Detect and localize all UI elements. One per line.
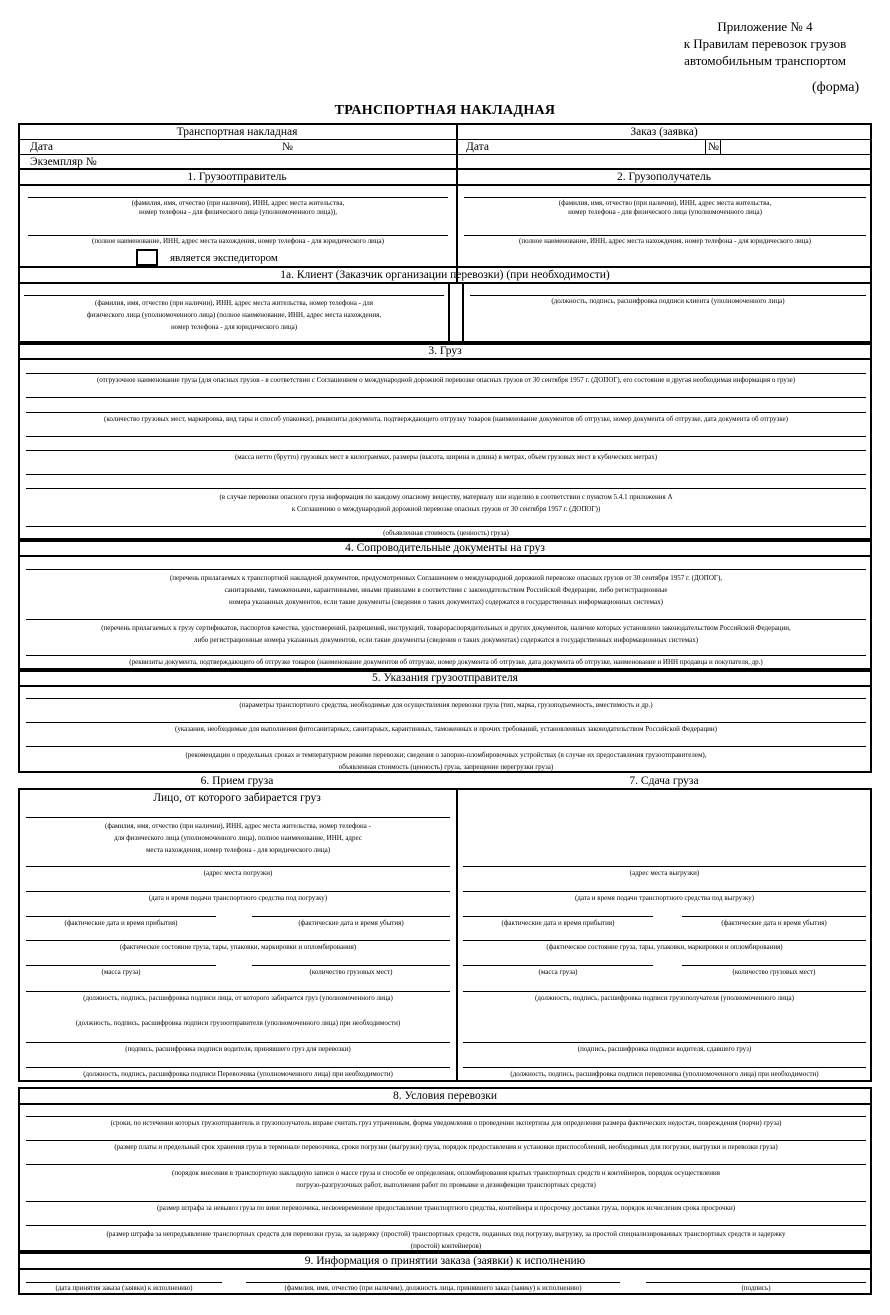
cargo-title: 3. Груз (428, 345, 462, 357)
shipper-person-caption: (фамилия, имя, отчество (при наличии), ИНН, адрес места жительства, номер телефона - для физического лица (уполномоченного лица)), (131, 199, 345, 216)
documents-certificates-caption: (перечень прилагаемых к грузу сертификатов, паспортов качества, удостоверений, разрешений, инструкций, товарораспорядительных и других документов, наличие которых установлено законодательством Российской Федерации, либо регистрационные номера указанных документов, если такие документы (сведения о таких документах) содержатся в государственных информационных системах) (101, 624, 791, 644)
delivery-time-caption: (дата и время подачи транспортного средства под выгрузку) (574, 894, 755, 902)
acceptance-address-caption: (адрес места погрузки) (203, 869, 273, 877)
conditions-fine-caption: (размер штрафа за невывоз груза по вине перевозчика, несвоевременное предоставление транспортного средства, контейнера и просрочку доставки груза, порядок исчисления срока просрочки) (156, 1204, 736, 1212)
cargo-dangerous-caption: (в случае перевозки опасного груза информация по каждому опасному веществу, материалу или изделию в соответствии с пунктом 5.4.1 приложения А к Соглашению о международной дорожной перевозке опасных грузов от 30 сентября 1957 г. (ДОПОГ)) (219, 493, 673, 513)
delivery-driver-caption: (подпись, расшифровка подписи водителя, сдавшего груз) (577, 1045, 752, 1053)
order-acceptance-date-caption: (дата принятия заказа (заявки) к исполнению) (55, 1284, 193, 1292)
cargo-name-caption: (отгрузочное наименование груза (для опасных грузов - в соответствии с Соглашением о международной дорожной перевозке опасных грузов от 30 сентября 1957 г. (ДОПОГ), его состояние и другая необходимая информация о грузе) (96, 376, 796, 384)
shipper-org-caption: (полное наименование, ИНН, адрес места нахождения, номер телефона - для юридического лица) (92, 237, 384, 245)
acceptance-driver-caption: (подпись, расшифровка подписи водителя, принявшего груз для перевозки) (125, 1045, 351, 1053)
documents-title: 4. Сопроводительные документы на груз (345, 542, 545, 554)
order-subtitle: Заказ (заявка) (630, 126, 698, 138)
delivery-places-caption: (количество грузовых мест) (732, 968, 816, 976)
acceptance-places-caption: (количество грузовых мест) (309, 968, 393, 976)
acceptance-arrival-caption: (фактические дата и время прибытия) (64, 919, 178, 927)
appendix-number: Приложение № 4 (717, 19, 813, 34)
acceptance-carrier-caption: (должность, подпись, расшифровка подписи Перевозчика (уполномоченного лица) при необходимости) (83, 1070, 393, 1078)
acceptance-person-title: Лицо, от которого забирается груз (153, 792, 321, 804)
delivery-state-caption: (фактическое состояние груза, тары, упаковки, маркировки и опломбирования) (546, 943, 783, 951)
copy-number-label[interactable]: Экземпляр № (30, 156, 97, 168)
acceptance-person-caption: (фамилия, имя, отчество (при наличии), ИНН, адрес места жительства, номер телефона - для физического лица (уполномоченного лица), полное наименование, ИНН, адрес места нахождения, номер телефона - для юридического лица) (105, 822, 371, 854)
delivery-carrier-caption: (должность, подпись, расшифровка подписи перевозчика (уполномоченного лица) при необходимости) (510, 1070, 819, 1078)
delivery-sign-caption: (должность, подпись, расшифровка подписи грузополучателя (уполномоченного лица) (535, 994, 794, 1002)
documents-shipment-caption: (реквизиты документа, подтверждающего об отгрузке товаров (наименование документов об отгрузке, номер документа об отгрузке, дата документа об отгрузке, наименование и ИНН продавца и покупателя, др.) (129, 658, 763, 666)
acceptance-shipper-sign-caption: (должность, подпись, расшифровка подписи грузоотправителя (уполномоченного лица) при необходимости) (75, 1019, 401, 1027)
order-acceptance-person-caption: (фамилия, имя, отчество (при наличии), должность лица, принявшего заказ (заявку) к исполнению) (284, 1284, 582, 1292)
waybill-date-label[interactable]: Дата (30, 141, 53, 153)
form-label: (форма) (812, 80, 860, 95)
delivery-address-caption: (адрес места выгрузки) (629, 869, 700, 877)
waybill-number-label[interactable]: № (282, 141, 293, 153)
delivery-title: 7. Сдача груза (629, 775, 699, 787)
acceptance-state-caption: (фактическое состояние груза, тары, упаковки, маркировки и опломбирования) (119, 943, 357, 951)
order-acceptance-title: 9. Информация о принятии заказа (заявки) к исполнению (304, 1255, 586, 1267)
conditions-title: 8. Условия перевозки (392, 1090, 498, 1102)
client-person-caption: (фамилия, имя, отчество (при наличии), ИНН, адрес места жительства, номер телефона - для физического лица (уполномоченного лица) (полное наименование, ИНН, адрес места нахождения, номер телефона - для юридического лица) (86, 299, 382, 331)
acceptance-time-caption: (дата и время подачи транспортного средства под погрузку) (148, 894, 328, 902)
instructions-title: 5. Указания грузоотправителя (372, 672, 518, 684)
instructions-vehicle-caption: (параметры транспортного средства, необходимые для осуществления перевозки груза (тип, марка, грузоподъемность, вместимость и др.) (239, 701, 653, 709)
acceptance-departure-caption: (фактические дата и время убытия) (298, 919, 404, 927)
waybill-subtitle: Транспортная накладная (176, 126, 298, 138)
conditions-loss-caption: (сроки, по истечении которых грузоотправитель и грузополучатель вправе считать груз утраченным, форма уведомления о проведении экспертизы для определения размера фактических недостач, повреждения (порчи) груза) (110, 1119, 782, 1127)
conditions-mass-record-caption: (порядок внесения в транспортную накладную записи о массе груза и способе ее определения, опломбирования крытых транспортных средств и контейнеров, порядок осуществления погрузо-разгрузочных работ, выполнения работ по промывке и дезинфекции транспортных средств) (172, 1169, 720, 1189)
appendix-line2: к Правилам перевозок грузов (683, 36, 847, 51)
delivery-arrival-caption: (фактические дата и время прибытия) (501, 919, 615, 927)
order-date-label[interactable]: Дата (466, 141, 489, 153)
cargo-value-caption: (объявленная стоимость (ценность) груза) (383, 529, 509, 537)
document-title: ТРАНСПОРТНАЯ НАКЛАДНАЯ (334, 103, 556, 118)
appendix-line3: автомобильным транспортом (684, 53, 846, 68)
instructions-requirements-caption: (указания, необходимые для выполнения фитосанитарных, санитарных, карантинных, таможенных и прочих требований, установленных законодательством Российской Федерации) (175, 725, 717, 733)
documents-list-caption: (перечень прилагаемых к транспортной накладной документов, предусмотренных Соглашением о международной дорожной перевозке опасных грузов от 30 сентября 1957 г. (ДОПОГ), санитарными, таможенными, карантинными, иными правилами в соответствии с законодательством Российской Федерации, либо регистрационные номера указанных документов, если такие документы (сведения о таких документах) содержатся в государственных информационных системах) (169, 574, 723, 606)
consignee-person-caption: (фамилия, имя, отчество (при наличии), ИНН, адрес места жительства, номер телефона - для физического лица (уполномоченного лица) (558, 199, 772, 216)
consignee-title: 2. Грузополучатель (617, 171, 711, 183)
acceptance-sign-caption: (должность, подпись, расшифровка подписи лица, от которого забирается груз (уполномоченного лица) (83, 994, 393, 1002)
shipper-title: 1. Грузоотправитель (187, 171, 287, 183)
conditions-storage-caption: (размер платы и предельный срок хранения груза в терминале перевозчика, сроки погрузки (выгрузки) груза, порядок предоставления и установки приспособлений, необходимых для погрузки, выгрузки и перевозки груза) (114, 1143, 778, 1151)
order-number-label[interactable]: № (708, 141, 719, 153)
cargo-mass-caption: (масса нетто (брутто) грузовых мест в килограммах, размеры (высота, ширина и длина) в метрах, объем грузовых мест в кубических метрах) (234, 453, 658, 461)
conditions-penalty-caption: (размер штрафа за непредъявление транспортных средств для перевозки груза, за задержку (простой) транспортных средств, поданных под погрузку, выгрузку, за простой специализированных транспортных средств и задержку (простой) контейнеров) (106, 1230, 786, 1250)
appendix-header (660, 18, 870, 69)
order-acceptance-sign-caption: (подпись) (741, 1284, 771, 1292)
delivery-mass-caption: (масса груза) (538, 968, 578, 976)
acceptance-mass-caption: (масса груза) (101, 968, 141, 976)
expeditor-label: является экспедитором (170, 252, 278, 264)
client-sign-caption: (должность, подпись, расшифровка подписи клиента (уполномоченного лица) (551, 297, 785, 305)
instructions-recommendations-caption: (рекомендации о предельных сроках и температурном режиме перевозки; сведения о запорно-пломбировочных устройствах (в случае их предоставления грузоотправителем), объявленная стоимость (ценность) груза, запрещение перегрузки груза) (185, 751, 707, 771)
acceptance-title: 6. Прием груза (200, 775, 274, 787)
client-title: 1а. Клиент (Заказчик организации перевозки) (при необходимости) (280, 269, 610, 281)
consignee-org-caption: (полное наименование, ИНН, адрес места нахождения, номер телефона - для юридического лица) (519, 237, 811, 245)
expeditor-checkbox[interactable] (136, 249, 158, 266)
cargo-places-caption: (количество грузовых мест, маркировка, вид тары и способ упаковки), реквизиты документа, подтверждающего отгрузку товаров (наименование документов об отгрузке, номер документа об отгрузке, дата документа об отгрузке) (104, 415, 788, 423)
delivery-departure-caption: (фактические дата и время убытия) (721, 919, 827, 927)
